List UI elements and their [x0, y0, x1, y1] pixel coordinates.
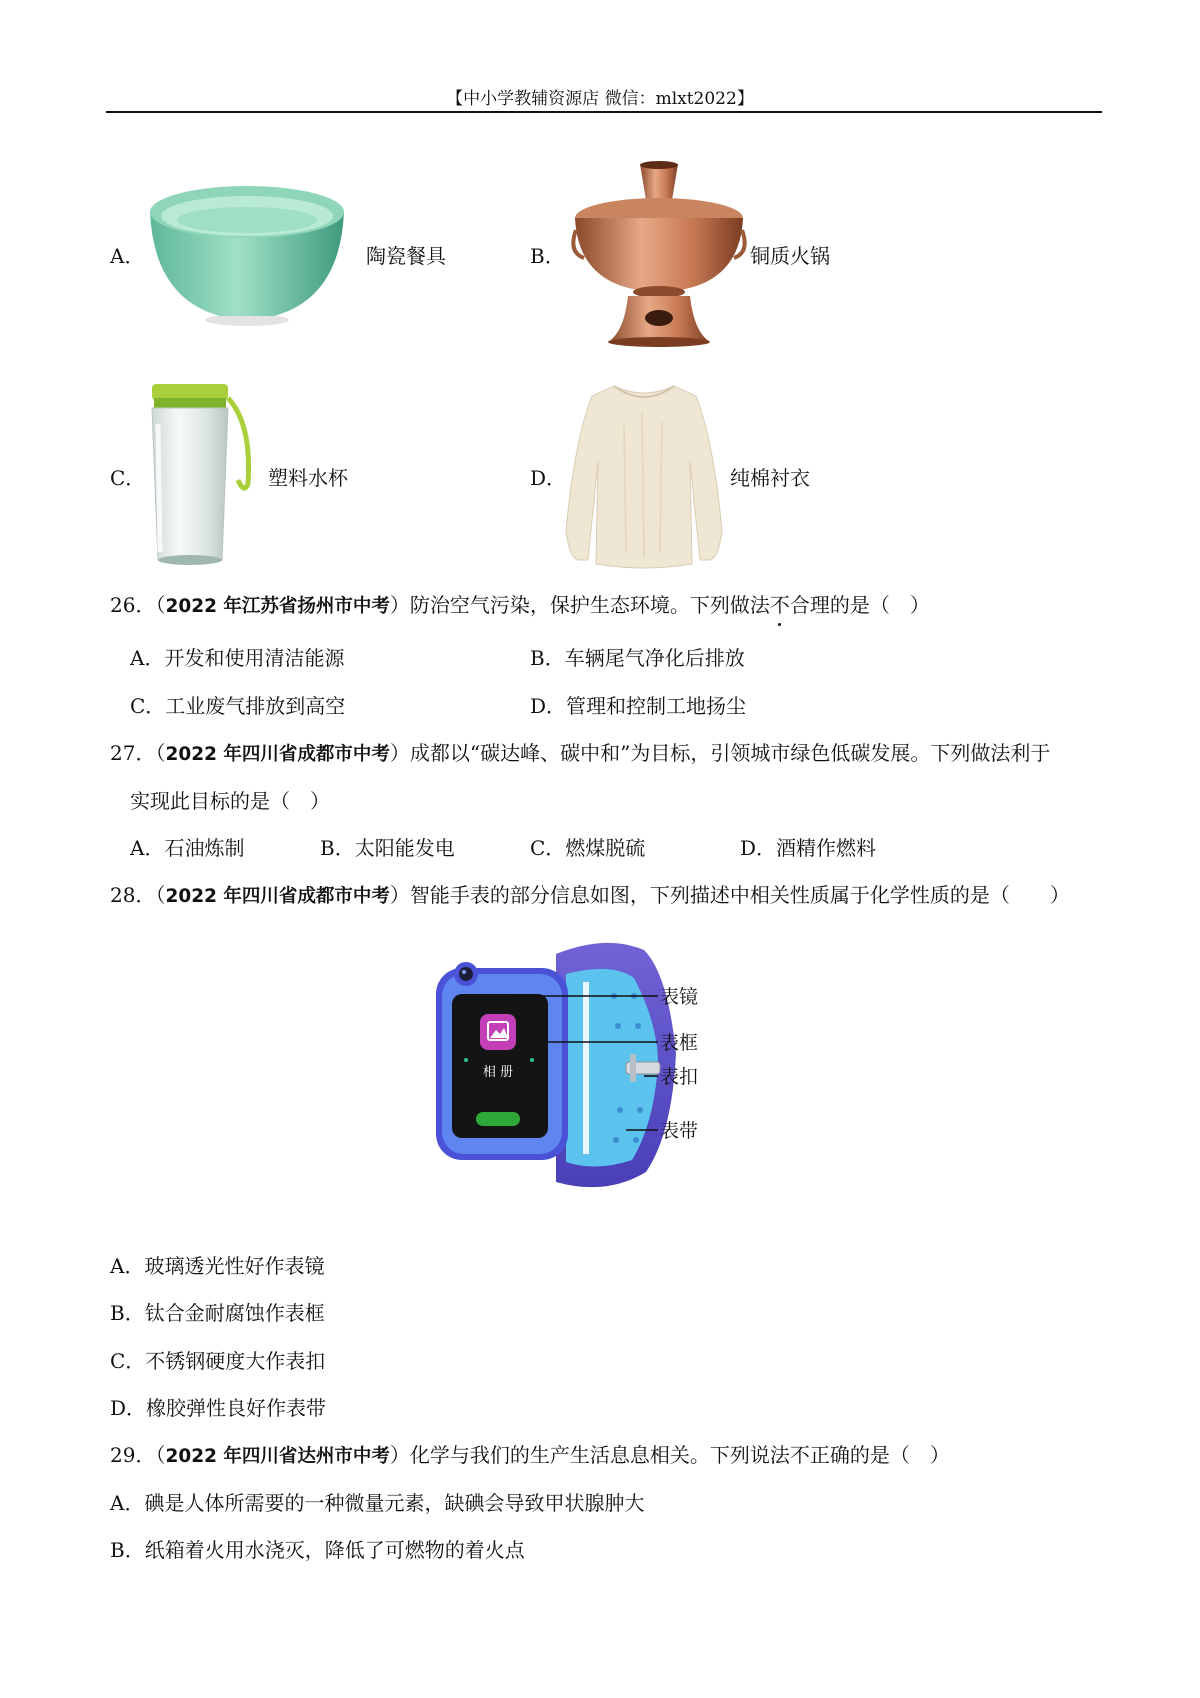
callout-watch-buckle: 表扣	[660, 1066, 699, 1088]
question-28-stem	[110, 885, 1070, 907]
q27-option-b: B．太阳能发电	[320, 836, 455, 860]
q26-number: 26．（	[110, 593, 166, 617]
watch-screen-text: 相 册	[482, 1065, 514, 1080]
question-29-stem	[110, 1445, 950, 1467]
option-c-label: 塑料水杯	[268, 466, 348, 490]
callout-watch-frame: 表框	[660, 1032, 699, 1054]
q27-source: 2022 年四川省成都市中考	[165, 744, 390, 765]
copper-hotpot-image	[568, 160, 750, 348]
q29-number: 29．（	[110, 1443, 166, 1467]
callout-watch-glass: 表镜	[660, 986, 699, 1008]
q26-source: 2022 年江苏省扬州市中考	[165, 596, 390, 617]
q26-option-a: A．开发和使用清洁能源	[130, 646, 345, 670]
q26-emphasis: 不	[769, 593, 790, 617]
option-a-label: 陶瓷餐具	[366, 244, 446, 268]
callout-watch-strap: 表带	[660, 1120, 699, 1142]
ceramic-bowl-image	[140, 178, 354, 328]
plastic-cup-image	[144, 384, 258, 568]
option-b-label: 铜质火锅	[750, 244, 830, 268]
option-b-letter: B．	[530, 244, 565, 268]
q26-option-d: D．管理和控制工地扬尘	[530, 694, 747, 718]
q29-stem: ）化学与我们的生产生活息息相关。下列说法不正确的是（ ）	[389, 1443, 950, 1467]
q26-stem-post: 合理的是（ ）	[789, 593, 930, 617]
q28-option-c: C．不锈钢硬度大作表扣	[110, 1349, 326, 1373]
page-header: 【中小学教辅资源店 微信：mlxt2022】	[446, 89, 754, 109]
header-rule	[106, 111, 1102, 113]
option-c-letter: C．	[110, 466, 146, 490]
q29-source: 2022 年四川省达州市中考	[165, 1446, 390, 1467]
cotton-shirt-image	[564, 382, 724, 570]
option-d-label: 纯棉衬衣	[730, 466, 810, 490]
q28-option-d: D．橡胶弹性良好作表带	[110, 1396, 327, 1420]
question-27-stem	[110, 743, 1050, 765]
q29-option-a: A．碘是人体所需要的一种微量元素，缺碘会导致甲状腺肿大	[110, 1491, 645, 1515]
q28-number: 28．（	[110, 883, 166, 907]
option-d-letter: D．	[530, 466, 567, 490]
q27-stem-line1: ）成都以“碳达峰、碳中和”为目标，引领城市绿色低碳发展。下列做法利于	[389, 741, 1051, 765]
q28-option-a: A．玻璃透光性好作表镜	[110, 1254, 325, 1278]
q27-option-a: A．石油炼制	[130, 836, 245, 860]
q26-stem-pre: ）防治空气污染，保护生态环境。下列做法	[389, 593, 770, 617]
q28-option-b: B．钛合金耐腐蚀作表框	[110, 1301, 325, 1325]
q26-option-c: C．工业废气排放到高空	[130, 694, 346, 718]
q28-stem: ）智能手表的部分信息如图，下列描述中相关性质属于化学性质的是（ ）	[389, 883, 1070, 907]
q28-source: 2022 年四川省成都市中考	[165, 886, 390, 907]
q29-option-b: B．纸箱着火用水浇灭，降低了可燃物的着火点	[110, 1538, 525, 1562]
q27-stem-line2: 实现此目标的是（ ）	[130, 789, 330, 813]
q26-option-b: B．车辆尾气净化后排放	[530, 646, 745, 670]
q27-option-c: C．燃煤脱硫	[530, 836, 646, 860]
smart-watch-figure	[436, 934, 776, 1196]
option-a-letter: A．	[110, 244, 145, 268]
q27-option-d: D．酒精作燃料	[740, 836, 877, 860]
question-26-stem	[110, 595, 930, 617]
q27-number: 27．（	[110, 741, 166, 765]
